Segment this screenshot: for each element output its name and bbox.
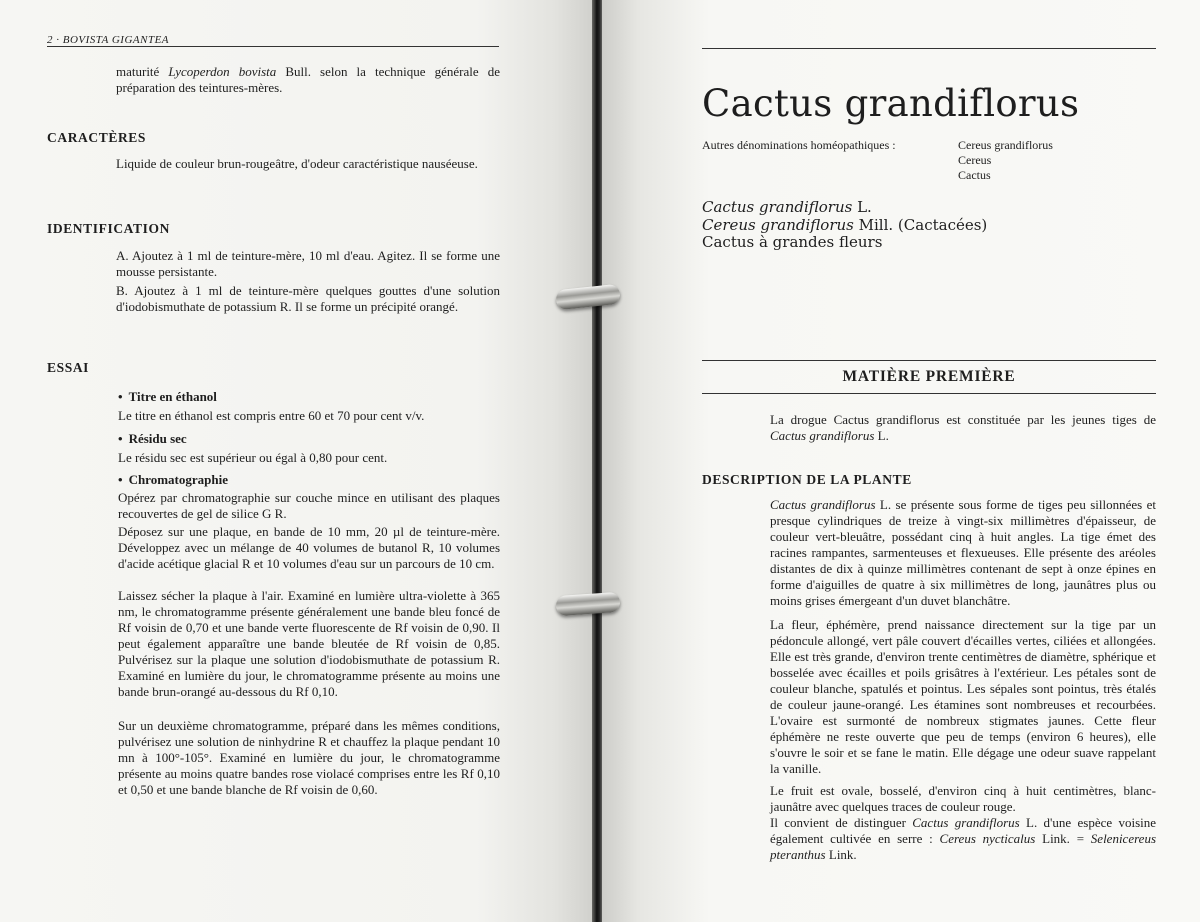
description-p3: Le fruit est ovale, bosselé, d'environ cinq à huit centimètres, blanc-jaunâtre avec quelques traces de couleur rouge. [770, 783, 1156, 814]
species-name: Cactus grandiflorus [702, 198, 853, 216]
bullet-icon: • [118, 431, 123, 446]
residu-sec-text: Le résidu sec est supérieur ou égal à 0,80 pour cent. [118, 450, 388, 465]
bullet-icon: • [118, 472, 123, 487]
heading-label: Titre en éthanol [128, 389, 217, 404]
intro-prefix: maturité [116, 64, 169, 79]
section-title-caracteres: CARACTÈRES [47, 130, 147, 145]
caracteres-text: Liquide de couleur brun-rougeâtre, d'odeur caractéristique nauséeuse. [116, 156, 478, 171]
running-head: 2 · BOVISTA GIGANTEA [47, 34, 170, 46]
name-line: Cactus à grandes fleurs [702, 233, 883, 251]
scientific-names [702, 199, 987, 252]
page-title: Cactus grandiflorus [702, 82, 1080, 125]
species-name: Cactus grandiflorus [912, 815, 1020, 830]
chromatographie-p2: Déposez sur une plaque, en bande de 10 mm, 20 µl de teinture-mère. Développez avec un mélange de 40 volumes de butanol R, 10 volumes d'acide acétique glacial R et 10 volumes d'eau sur un parcours de 10 cm. [118, 524, 500, 571]
heading-titre-ethanol [118, 389, 217, 405]
matiere-premiere-text [770, 412, 1156, 444]
description-p2: La fleur, éphémère, prend naissance directement sur la tige par un pédoncule allongé, vert pâle couvert d'écailles vertes, ciliées et allongées. Elle est très grande, d'environ trente centimètres de diamètre, sphérique et bosselée avec écailles et poils grisâtres à l'extérieur. Les pétales sont de couleur blanche, spatulés et pointus. Les sépales sont pointus, très étalés de couleur jaune-orangé. Les étamines sont nombreuses et recourbées. L'ovaire est surmonté de nombreux stigmates jaunes. Cette fleur éphémère ne reste ouverte que peu de temps (environ 6 heures), elle s'ouvre le soir et se fane le matin. Elle dégage une odeur suave rappelant la vanille. [770, 617, 1156, 776]
header-rule [702, 48, 1156, 49]
text-span: Il convient de distinguer [770, 815, 913, 830]
right-page [602, 0, 1200, 922]
description-p4 [770, 815, 1156, 863]
species-name: Selenicereus pteranthus [770, 831, 1157, 862]
intro-species: Lycoperdon bovista [168, 64, 277, 79]
intro-suffix: Bull. selon la technique générale de préparation des teintures-mères. [116, 64, 500, 95]
synonym-item: Cactus [958, 168, 991, 182]
chromatographie-p4: Sur un deuxième chromatogramme, préparé dans les mêmes conditions, pulvérisez une solution de ninhydrine R et chauffez la plaque pendant 10 mn à 100°-105°. Examiné en lumière du jour, le chromatogramme présente au moins quatre bandes rose violacé comprises entre les Rf 0,10 et 0,50 et une bande blanche de Rf voisin de 0,60. [118, 718, 500, 797]
author-abbrev: L. [852, 198, 872, 216]
name-line [702, 199, 987, 217]
synonyms-label: Autres dénominations homéopathiques : [702, 138, 896, 152]
heading-label: Résidu sec [128, 431, 187, 446]
left-page [0, 0, 596, 922]
heading-label: Chromatographie [128, 472, 228, 487]
chromatographie-p3: Laissez sécher la plaque à l'air. Examiné en lumière ultra-violette à 365 nm, le chromatogramme présente généralement une bande bleu foncé de Rf voisin de 0,70 et une bande verte fluorescente de Rf voisin de 0,90. Il peut également apparaître une bande bleutée de Rf voisin de 0,85. Pulvérisez sur la plaque une solution d'iodobismuthate de potassium R. Examiné en lumière du jour, le chromatogramme présente au moins une bande brun-orangé au-dessous du Rf 0,10. [118, 588, 500, 699]
species-name: Cereus nycticalus [939, 831, 1036, 846]
description-p1 [770, 497, 1156, 609]
synonym-item: Cereus grandiflorus [958, 138, 1053, 152]
header-rule [47, 46, 499, 47]
titre-ethanol-text: Le titre en éthanol est compris entre 60 et 70 pour cent v/v. [118, 408, 425, 423]
synonym-item: Cereus [958, 153, 992, 167]
text-span: L. [874, 428, 889, 443]
identification-a: A. Ajoutez à 1 ml de teinture-mère, 10 ml d'eau. Agitez. Il se forme une mousse persistante. [116, 248, 500, 279]
text-span: L. se présente sous forme de tiges peu sillonnées et presque cylindriques de treize à vingt-six millimètres d'épaisseur, de couleur vert-bleuâtre, possédant cinq à huit angles. La tige émet des racines rampantes, sarmenteuses et flexueuses. Elle présente des aréoles distantes de dix à quinze millimètres contenant de sept à onze épines en forme d'aiguilles de quatre à six millimètres de long, jaunâtres plus ou moins grises émergeant d'un duvet blanchâtre. [770, 497, 1156, 608]
species-name: Cactus grandiflorus [770, 428, 875, 443]
section-title-matiere-premiere: MATIÈRE PREMIÈRE [702, 360, 1156, 394]
species-name: Cactus grandiflorus [770, 497, 876, 512]
text-span: Link. = [1035, 831, 1091, 846]
text-span: L. d'une espèce voisine également cultivée en serre : [770, 815, 1157, 846]
section-title-description: DESCRIPTION DE LA PLANTE [702, 472, 912, 487]
section-title-essai: ESSAI [47, 360, 90, 375]
chromatographie-p1: Opérez par chromatographie sur couche mince en utilisant des plaques recouvertes de gel de silice G R. [118, 490, 500, 521]
name-line [702, 217, 987, 235]
heading-residu-sec [118, 431, 187, 447]
species-name: Cereus grandiflorus [702, 215, 854, 234]
synonyms-list [958, 138, 1053, 183]
bullet-icon: • [118, 389, 123, 404]
identification-b: B. Ajoutez à 1 ml de teinture-mère quelques gouttes d'une solution d'iodobismuthate de potassium R. Il se forme un précipité orangé. [116, 283, 500, 314]
text-span: Link. [825, 847, 857, 862]
intro-paragraph [116, 64, 500, 96]
author-abbrev: Mill. (Cactacées) [853, 215, 988, 234]
text-span: La drogue Cactus grandiflorus est constituée par les jeunes tiges de [770, 412, 1156, 427]
heading-chromatographie [118, 472, 228, 488]
section-title-identification: IDENTIFICATION [47, 221, 170, 236]
